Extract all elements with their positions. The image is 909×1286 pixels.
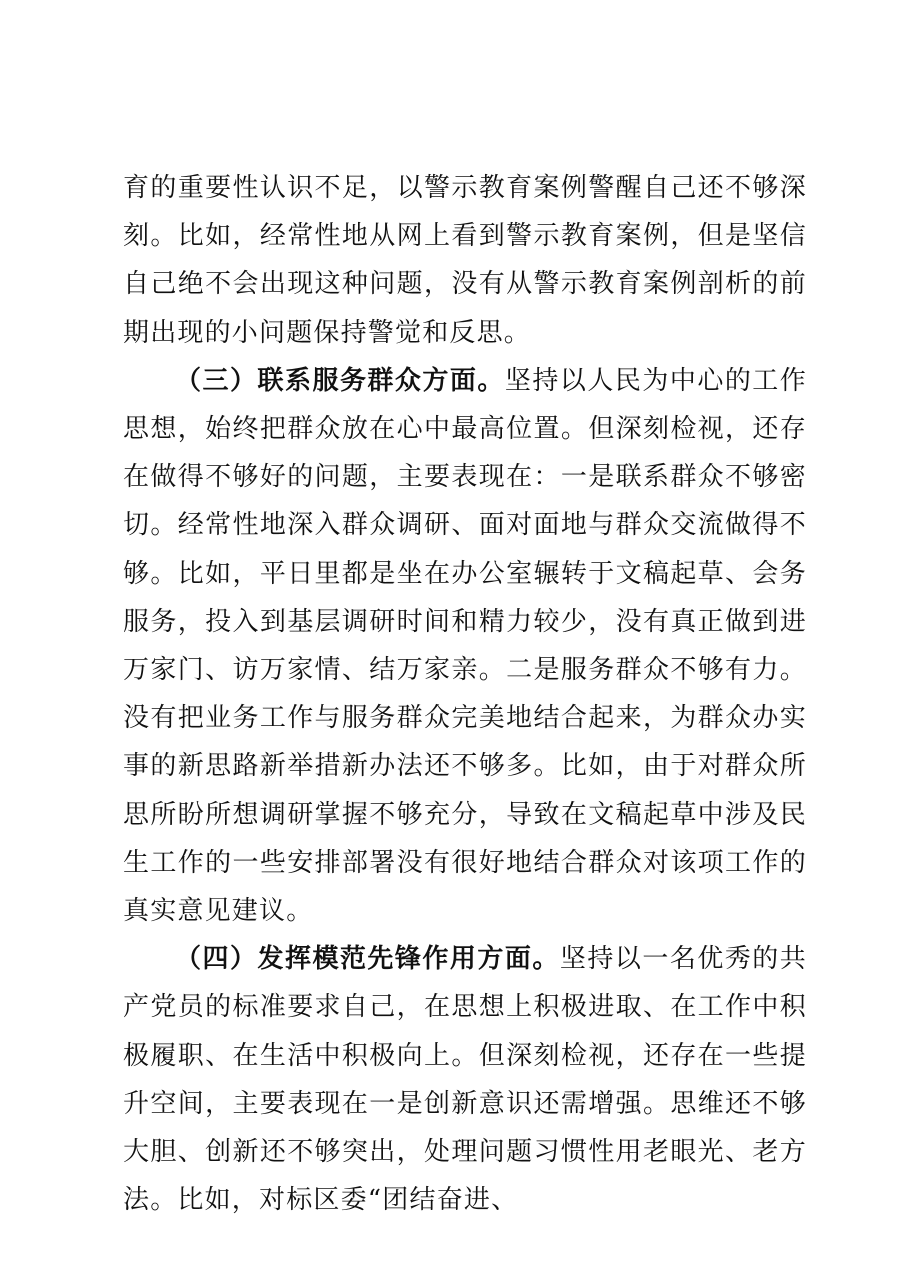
- paragraph-text: 坚持以人民为中心的工作思想，始终把群众放在心中最高位置。但深刻检视，还存在做得不够好的问题，主要表现在：一是联系群众不够密切。经常性地深入群众调研、面对面地与群众交流做得不够。比如，平日里都是坐在办公室辗转于文稿起草、会务服务，投入到基层调研时间和精力较少，没有真正做到进万家门、访万家情、结万家亲。二是服务群众不够有力。没有把业务工作与服务群众完美地结合起来，为群众办实事的新思路新举措新办法还不够多。比如，由于对群众所思所盼所想调研掌握不够充分，导致在文稿起草中涉及民生工作的一些安排部署没有很好地结合群众对该项工作的真实意见建议。: [123, 365, 807, 927]
- section-heading: （四）发挥模范先锋作用方面。: [175, 944, 560, 975]
- paragraph-continuation: [123, 164, 807, 357]
- section-heading: （三）联系服务群众方面。: [175, 365, 505, 396]
- paragraph-text: 育的重要性认识不足，以警示教育案例警醒自己还不够深刻。比如，经常性地从网上看到警示教育案例，但是坚信自己绝不会出现这种问题，没有从警示教育案例剖析的前期出现的小问题保持警觉和反思。: [123, 173, 807, 348]
- paragraph-text: 坚持以一名优秀的共产党员的标准要求自己，在思想上积极进取、在工作中积极履职、在生活中积极向上。但深刻检视，还存在一些提升空间，主要表现在一是创新意识还需增强。思维还不够大胆、创新还不够突出，处理问题习惯性用老眼光、老方法。比如，对标区委“团结奋进、: [123, 944, 807, 1216]
- document-body: [123, 164, 807, 1224]
- paragraph-section-four: [123, 935, 807, 1224]
- paragraph-section-three: [123, 357, 807, 935]
